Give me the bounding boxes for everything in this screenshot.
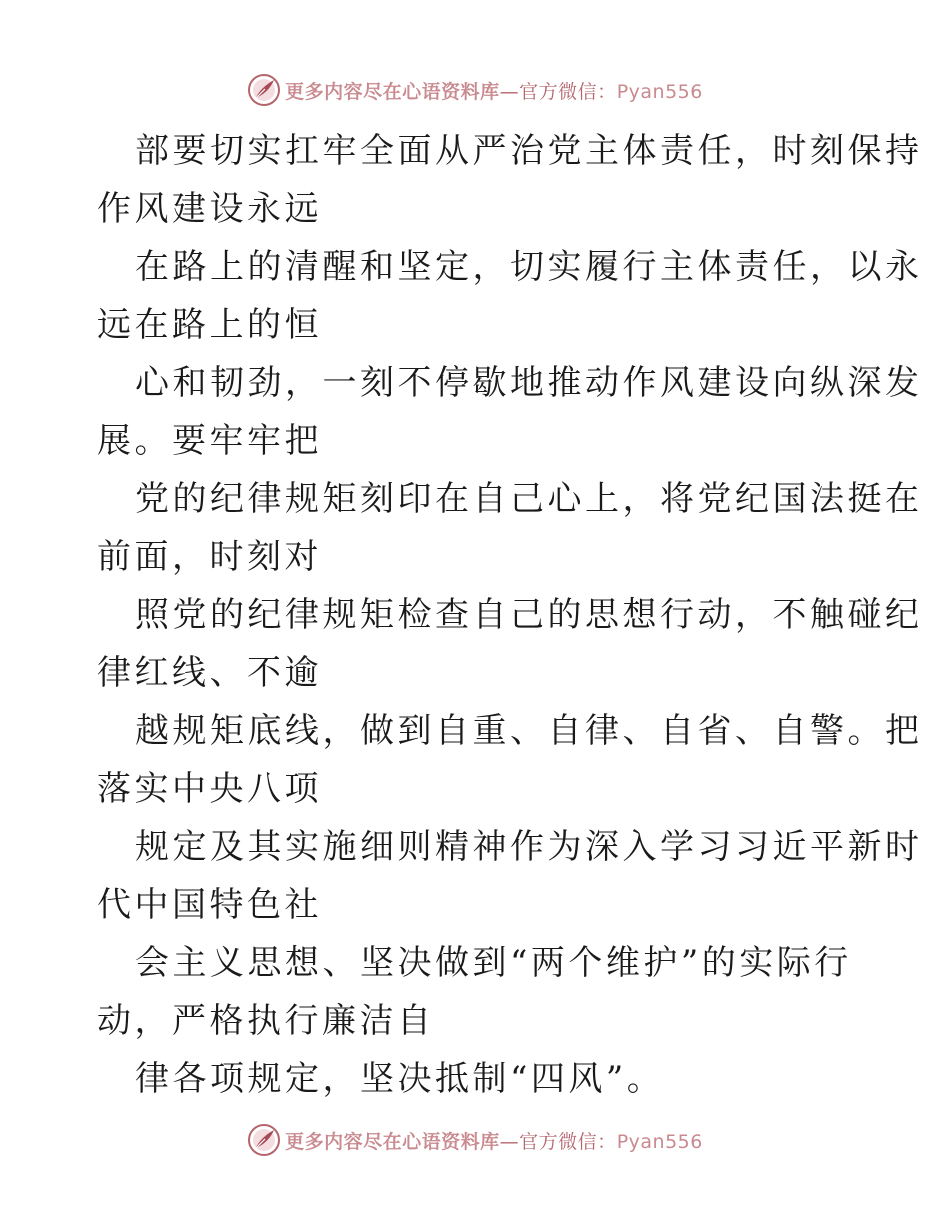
watermark-separator-text: —官方微信： [499, 80, 617, 103]
body-line: 律各项规定，坚决抵制“四风”。 [135, 1059, 665, 1099]
body-line: 动，严格执行廉洁自 [97, 1001, 435, 1041]
body-line: 规定及其实施细则精神作为深入学习习近平新时 [135, 827, 923, 867]
watermark-wechat-id: Pyan556 [616, 80, 703, 103]
feather-pen-logo-icon [247, 73, 281, 107]
body-line: 在路上的清醒和坚定，切实履行主体责任，以永 [135, 247, 923, 287]
watermark-wechat-id: Pyan556 [616, 1130, 703, 1153]
body-line: 越规矩底线，做到自重、自律、自省、自警。把 [135, 711, 923, 751]
watermark-main-text: 更多内容尽在心语资料库 [285, 80, 500, 103]
body-line: 会主义思想、坚决做到“两个维护”的实际行 [135, 943, 852, 983]
body-line: 作风建设永远 [97, 189, 322, 229]
feather-pen-logo-icon [247, 1123, 281, 1157]
body-line: 心和韧劲，一刻不停歇地推动作风建设向纵深发 [135, 363, 923, 403]
body-line: 落实中央八项 [97, 769, 322, 809]
body-line: 党的纪律规矩刻印在自己心上，将党纪国法挺在 [135, 479, 923, 519]
header-watermark [0, 72, 950, 108]
body-line: 律红线、不逾 [97, 653, 322, 693]
body-line: 展。要牢牢把 [97, 421, 322, 461]
body-line: 远在路上的恒 [97, 305, 322, 345]
watermark-separator-text: —官方微信： [499, 1130, 617, 1153]
footer-watermark [0, 1122, 950, 1158]
body-line: 代中国特色社 [97, 885, 322, 925]
body-line: 前面，时刻对 [97, 537, 322, 577]
watermark-main-text: 更多内容尽在心语资料库 [285, 1130, 500, 1153]
body-line: 照党的纪律规矩检查自己的思想行动，不触碰纪 [135, 595, 923, 635]
body-line: 部要切实扛牢全面从严治党主体责任，时刻保持 [135, 131, 923, 171]
document-body [97, 122, 923, 1108]
